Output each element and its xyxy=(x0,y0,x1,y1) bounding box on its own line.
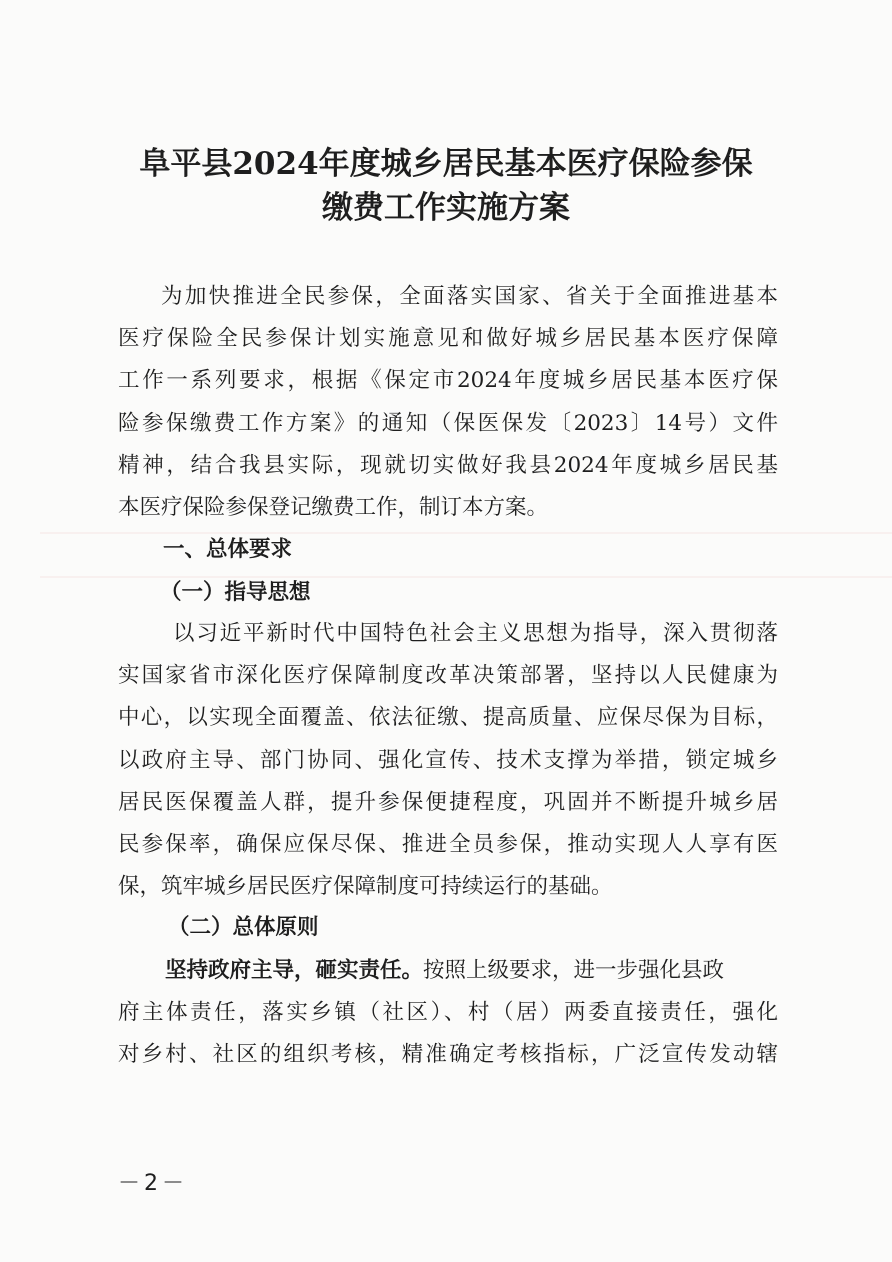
body-line xyxy=(118,950,778,992)
body-line: 中心，以实现全面覆盖、依法征缴、提高质量、应保尽保为目标， xyxy=(118,705,778,731)
intro-line: 本医疗保险参保登记缴费工作，制订本方案。 xyxy=(118,494,549,520)
title-line-2: 缴费工作实施方案 xyxy=(322,190,570,226)
body-line: 实国家省市深化医疗保障制度改革决策部署，坚持以人民健康为 xyxy=(118,663,778,689)
intro-line: 险参保缴费工作方案》的通知（保医保发〔2023〕14号）文件 xyxy=(118,410,778,436)
body-line: 以政府主导、部门协同、强化宣传、技术支撑为举措，锁定城乡 xyxy=(118,747,778,773)
title-line-1: 阜平县2024年度城乡居民基本医疗保险参保 xyxy=(139,146,753,182)
principles-paragraph xyxy=(118,950,778,1077)
subsection-heading: （一）指导思想 xyxy=(160,580,311,605)
section-heading: 一、总体要求 xyxy=(163,537,293,562)
page-number: －2－ xyxy=(118,1171,188,1196)
intro-paragraph xyxy=(118,276,778,529)
intro-line: 医疗保险全民参保计划实施意见和做好城乡居民基本医疗保障 xyxy=(118,326,778,352)
principle-lead: 坚持政府主导，砸实责任。 xyxy=(165,958,424,983)
body-line: 府主体责任，落实乡镇（社区）、村（居）两委直接责任，强化 xyxy=(118,1000,778,1026)
body-line: 居民医保覆盖人群，提升参保便捷程度，巩固并不断提升城乡居 xyxy=(118,789,778,815)
intro-line: 精神，结合我县实际，现就切实做好我县2024年度城乡居民基 xyxy=(118,452,778,478)
guiding-ideology-paragraph xyxy=(118,613,778,908)
body-line: 民参保率，确保应保尽保、推进全员参保，推动实现人人享有医 xyxy=(118,831,778,857)
intro-line: 工作一系列要求，根据《保定市2024年度城乡居民基本医疗保 xyxy=(118,368,778,394)
document-title xyxy=(0,142,892,230)
subsection-heading: （二）总体原则 xyxy=(168,915,319,940)
body-line: 保，筑牢城乡居民医疗保障制度可持续运行的基础。 xyxy=(118,874,613,900)
intro-line: 为加快推进全民参保，全面落实国家、省关于全面推进基本 xyxy=(161,284,778,309)
body-line: 对乡村、社区的组织考核，精准确定考核指标，广泛宣传发动辖 xyxy=(118,1042,778,1068)
body-line: 以习近平新时代中国特色社会主义思想为指导，深入贯彻落 xyxy=(173,621,778,646)
principle-text: 按照上级要求，进一步强化县政 xyxy=(423,958,725,983)
